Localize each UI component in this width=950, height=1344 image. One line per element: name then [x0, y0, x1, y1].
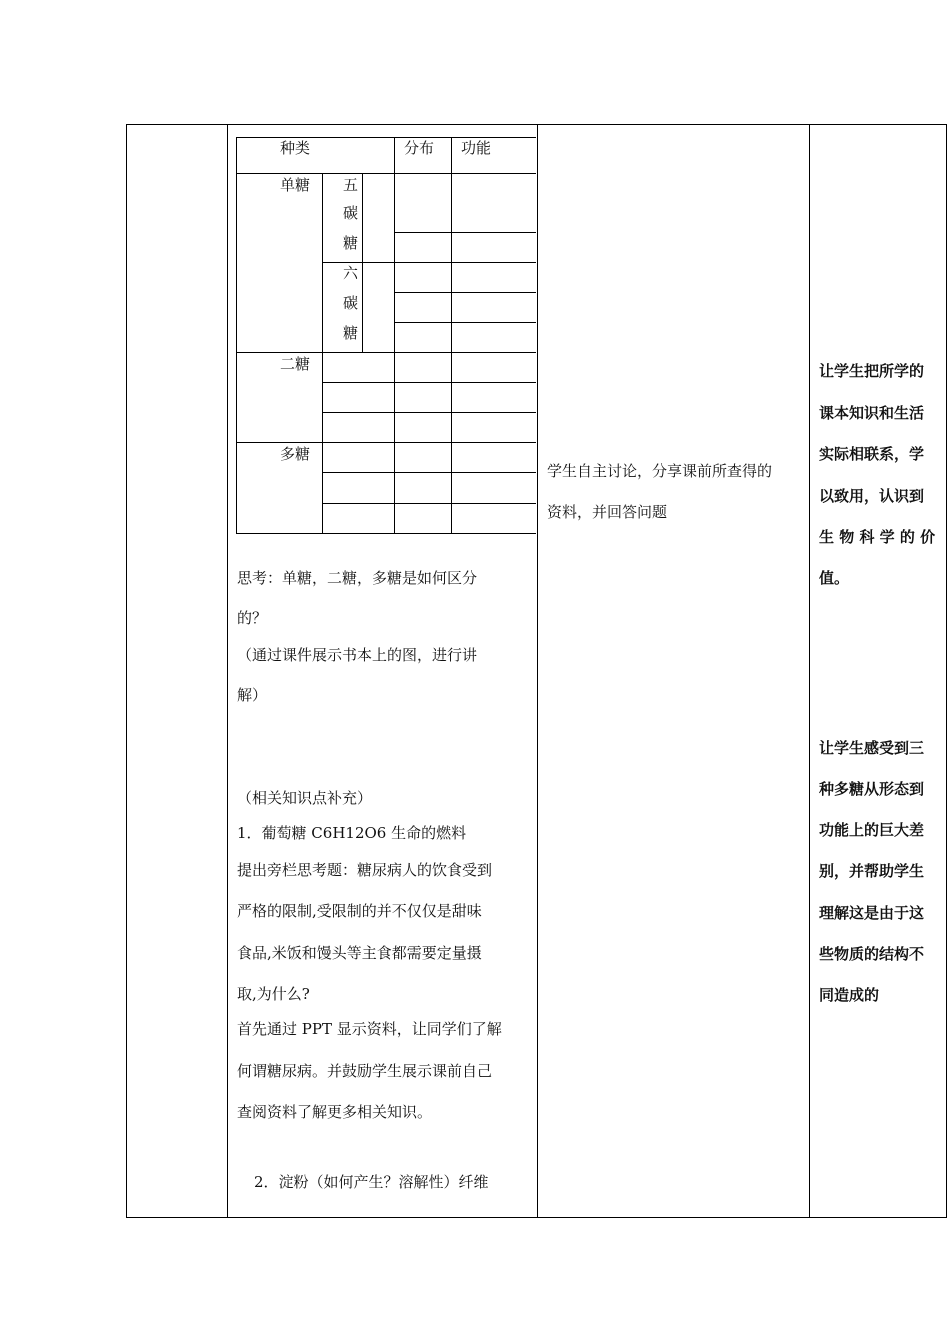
label-pentose-2: 碳 — [343, 204, 359, 222]
inner-v-5 — [451, 137, 452, 534]
inner-v-2 — [322, 173, 323, 533]
header-function: 功能 — [461, 139, 492, 157]
label-pentose-1: 五 — [343, 176, 359, 194]
column-divider-3 — [809, 124, 810, 1218]
column-divider-1 — [227, 124, 228, 1218]
inner-h-8 — [322, 382, 536, 383]
purpose-b-line-6: 些物质的结构不 — [819, 945, 925, 963]
think-line-1: 思考：单糖，二糖，多糖是如何区分 — [237, 569, 478, 587]
show-line-2: 解） — [237, 686, 268, 704]
question-line-4: 取,为什么? — [237, 985, 310, 1003]
inner-v-4 — [394, 137, 395, 534]
purpose-a-line-4: 以致用，认识到 — [819, 487, 925, 505]
label-hexose-2: 碳 — [343, 294, 359, 312]
header-type: 种类 — [280, 139, 311, 157]
outer-right-border — [946, 124, 947, 1218]
inner-h-3 — [394, 232, 536, 233]
purpose-a-line-6: 值。 — [819, 569, 850, 587]
inner-h-12 — [322, 503, 536, 504]
question-line-1: 提出旁栏思考题：糖尿病人的饮食受到 — [237, 861, 493, 879]
inner-h-7 — [236, 352, 536, 353]
purpose-b-line-1: 让学生感受到三 — [819, 739, 925, 757]
think-line-2: 的？ — [237, 609, 268, 627]
purpose-a-line-2: 课本知识和生活 — [819, 404, 925, 422]
label-hexose-3: 糖 — [343, 324, 359, 342]
label-monosaccharide: 单糖 — [280, 176, 311, 194]
purpose-b-line-4: 别，并帮助学生 — [819, 862, 925, 880]
show-line-1: （通过课件展示书本上的图，进行讲 — [237, 646, 478, 664]
purpose-b-line-7: 同造成的 — [819, 986, 880, 1004]
student-line-2: 资料，并回答问题 — [547, 503, 668, 521]
label-pentose-3: 糖 — [343, 234, 359, 252]
label-hexose-1: 六 — [343, 264, 359, 282]
purpose-b-line-3: 功能上的巨大差 — [819, 821, 925, 839]
purpose-a-line-1: 让学生把所学的 — [819, 362, 925, 380]
header-distribution: 分布 — [404, 139, 435, 157]
inner-h-10 — [236, 442, 536, 443]
inner-h-5 — [394, 292, 536, 293]
ppt-line-2: 何谓糖尿病。并鼓励学生展示课前自己 — [237, 1062, 493, 1080]
inner-h-6 — [394, 322, 536, 323]
column-divider-2 — [537, 124, 538, 1218]
student-line-1: 学生自主讨论，分享课前所查得的 — [547, 462, 773, 480]
inner-h-13 — [236, 533, 536, 534]
ppt-line-1: 首先通过 PPT 显示资料，让同学们了解 — [237, 1020, 502, 1038]
inner-h-9 — [322, 412, 536, 413]
supplement-heading: （相关知识点补充） — [237, 789, 373, 807]
label-polysaccharide: 多糖 — [280, 445, 311, 463]
starch-line: 2．淀粉（如何产生？溶解性）纤维 — [254, 1173, 489, 1191]
purpose-a-line-5: 生 物 科 学 的 价 — [819, 528, 936, 546]
ppt-line-3: 查阅资料了解更多相关知识。 — [237, 1103, 433, 1121]
inner-v-3 — [362, 173, 363, 352]
question-line-2: 严格的限制,受限制的并不仅仅是甜味 — [237, 902, 482, 920]
label-disaccharide: 二糖 — [280, 355, 311, 373]
question-line-3: 食品,米饭和馒头等主食都需要定量摄 — [237, 944, 482, 962]
outer-left-border — [126, 124, 127, 1218]
inner-v-1 — [236, 137, 237, 534]
purpose-b-line-2: 种多糖从形态到 — [819, 780, 925, 798]
inner-h-2 — [236, 173, 536, 174]
glucose-line: 1．葡萄糖 C6H12O6 生命的燃料 — [237, 824, 467, 842]
purpose-a-line-3: 实际相联系，学 — [819, 445, 925, 463]
inner-h-11 — [322, 472, 536, 473]
purpose-b-line-5: 理解这是由于这 — [819, 904, 925, 922]
